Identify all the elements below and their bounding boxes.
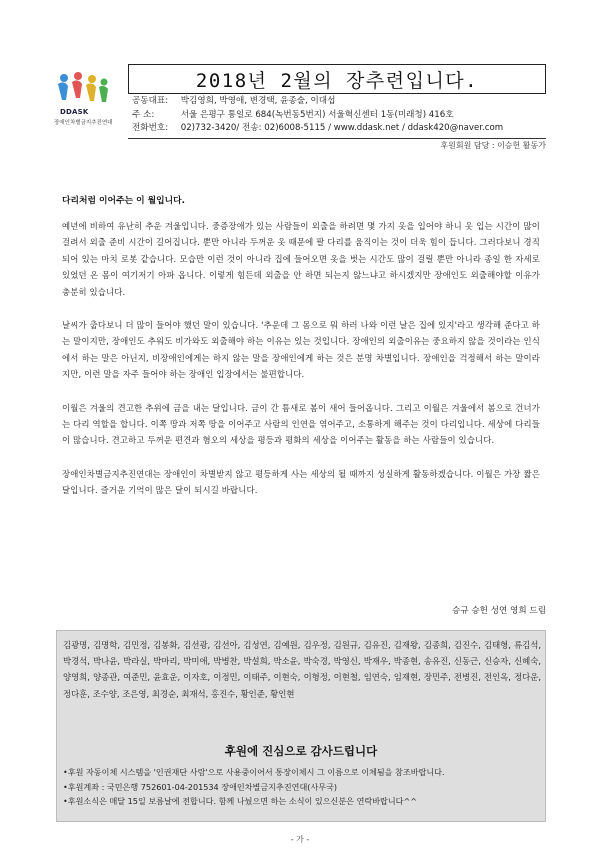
page-number: - 가 - — [290, 835, 310, 844]
people-logo-icon — [44, 70, 120, 110]
info-label: 공동대표: — [132, 96, 169, 106]
info-value: 02)732-3420/ 전송: 02)6008-5115 / www.ddask.net / ddask420@naver.com — [180, 123, 504, 133]
letter-greeting: 다리처럼 이어주는 이 월입니다. — [62, 196, 186, 206]
letter-paragraph: 날씨가 춥다보니 더 많이 들어야 했던 말이 있습니다. '추운데 그 몸으로 뭐 하러 나와 이런 날은 집에 있지'라고 생각해 준다고 하는 말이지만, 장애인도 추워도 비가와도 외출해야 하는 이유는 있는 것입니다. 장애인의 외출이유는 중요하지 않을 것이라는 인식에서 하는 말은 아닌지, 비장애인에게는 하지 않는 말을 장애인에게 하는 것은 분명 차별입니다. 장애인을 걱정해서 하는 말이라지만, 이런 말을 자주 들어야 하는 장애인 입장에서는 불편합니다. — [62, 320, 540, 380]
donor-note: •후원소식은 매달 15일 보름날에 전합니다. 함께 나눴으면 하는 소식이 있으신분은 연락바랍니다^^ — [63, 796, 418, 806]
info-value: 박김영희, 박영애, 변경택, 윤종술, 이대섭 — [180, 96, 336, 106]
info-value: 서울 은평구 통일로 684(녹번동5번지) 서울혁신센터 1동(미래청) 416호 — [180, 109, 454, 120]
logo-text-kr: 장애인차별금지추진연대 — [54, 120, 113, 126]
info-label: 전화번호: — [132, 123, 169, 133]
donor-note: •후원 자동이체 시스템을 '인권재단 사람'으로 사용중이어서 통장이체시 그 이름으로 이체됨을 참조바랍니다. — [63, 767, 445, 777]
org-info — [132, 95, 503, 136]
donor-manager: 후원회원 담당 : 이승헌 활동가 — [440, 141, 546, 150]
letter-body — [62, 218, 540, 516]
donor-names: 김광명, 김명학, 김민정, 김봉화, 김선광, 김선아, 김성연, 김예원, 김우정, 김원규, 김유진, 김재왕, 김종희, 김진수, 김태형, 류김석, 박경석, 박나윤, 박라실, 박마리, 박미애, 박병찬, 박설희, 박소윤, 박숙경, 박영신, 박재우, 박종현, 송유진, 신동근, 신승자, 신혜숙, 양영희, 양종관, 여준민, 윤효운, 이자호, 이정민, 이태주, 이현숙, 이형정, 이현철, 임연숙, 임재현, 장민주, 전병진, 전인옥, 정다운, 정다훈, 조수양, 조은영, 최경순, 최재석, 홍진수, 황인준, 황인현 — [63, 640, 541, 699]
letter-paragraph: 장애인차별금지추진연대는 장애인이 차별받지 않고 평등하게 사는 세상의 될 때까지 성실하게 활동하겠습니다. 이월은 가장 짧은 달입니다. 즐거운 기억이 많은 달이 되시길 바랍니다. — [62, 468, 540, 496]
letter-paragraph: 이월은 겨울의 견고한 추위에 금을 내는 달입니다. 금이 간 틈새로 봄이 새어 들어옵니다. 그리고 이월은 겨울에서 봄으로 건너가는 다리 역할을 합니다. 이쪽 땅과 저쪽 땅을 이어주고 사람의 인연을 엮어주고, 소통하게 해주는 것이 다리입니다. 세상에 다리들이 많습니다. 견고하고 두꺼운 편견과 혐오의 세상을 평등과 평화의 세상을 이어주는 활동을 하는 사람들이 있습니다. — [62, 402, 540, 446]
donor-box — [56, 630, 546, 822]
info-line — [132, 109, 503, 123]
donor-note: •후원계좌 : 국민은행 752601-04-201534 장애인차별금지추진연대(사무국) — [63, 781, 338, 792]
header-divider — [128, 138, 546, 139]
info-line — [132, 95, 503, 109]
letter-signature: 승규 승헌 성연 영희 드림 — [452, 606, 546, 616]
donor-notes — [63, 765, 445, 809]
logo-text-en: DDASK — [60, 108, 89, 116]
info-label: 주 소: — [132, 109, 155, 120]
letter-paragraph: 예년에 비하여 유난히 추운 겨울입니다. 중증장애가 있는 사람들이 외출을 하려면 몇 가지 옷을 입어야 하니 옷 입는 시간이 많이 걸려서 외출 준비 시간이 길어집니다. 뿐만 아니라 두꺼운 옷 때문에 팔 다리를 움직이는 것이 더욱 힘이 듭니다. 그러다보니 경직 되어 있는 마치 로봇 같습니다. 모습만 이런 것이 아니라 집에 들어오면 옷을 벗는 시간도 많이 걸릴 뿐만 아니라 종일 한 자세로 있었던 온 몸이 여기저기 아파 옵니다. 이렇게 힘든데 외출을 안 하면 되는지 않느냐고 하시겠지만 장애인도 외출해야할 이유가 충분히 있습니다. — [62, 221, 540, 297]
info-line — [132, 122, 503, 136]
newsletter-title-box — [128, 64, 546, 94]
thanks-heading: 후원에 진심으로 감사드립니다 — [224, 744, 378, 758]
newsletter-title: 2018년 2월의 장추련입니다. — [195, 69, 479, 92]
